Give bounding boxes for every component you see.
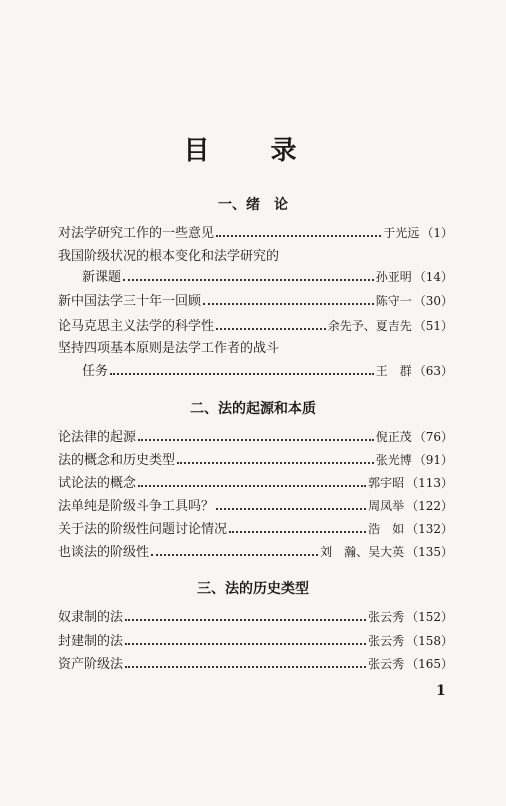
entry-title: 新中国法学三十年一回顾	[58, 294, 202, 309]
entry-author: 倪正茂	[375, 430, 412, 444]
toc-entry	[58, 292, 453, 311]
entry-title-line: 我国阶级状况的根本变化和法学研究的	[58, 249, 280, 264]
entry-title: 对法学研究工作的一些意见	[58, 226, 215, 241]
section-heading-1: 一、绪 论	[218, 197, 288, 213]
entry-page: （63）	[413, 364, 453, 378]
toc-entry	[58, 224, 453, 243]
entry-page: （158）	[406, 634, 453, 648]
entry-author: 孙亚明	[375, 270, 412, 284]
leader-dots	[110, 363, 374, 375]
entry-author: 刘 瀚、吴大英	[320, 545, 405, 559]
toc-entry	[58, 608, 453, 627]
entry-page: （14）	[413, 270, 453, 284]
toc-entry	[58, 543, 453, 562]
leader-dots	[138, 475, 366, 487]
entry-author: 郭宇昭	[368, 476, 405, 490]
leader-dots	[229, 521, 366, 533]
entry-author: 张光博	[375, 453, 412, 467]
entry-title: 论法律的起源	[58, 430, 137, 445]
page-number: 1	[436, 683, 446, 699]
toc-entry	[58, 451, 453, 470]
entry-title: 也谈法的阶级性	[58, 545, 150, 560]
toc-entry	[58, 632, 453, 651]
toc-entry	[58, 655, 453, 674]
section-heading-2: 二、法的起源和本质	[190, 401, 316, 417]
entry-author: 张云秀	[368, 657, 405, 671]
leader-dots	[216, 225, 381, 237]
leader-dots	[125, 609, 366, 621]
entry-page: （51）	[413, 319, 453, 333]
entry-title: 新课题	[82, 270, 122, 285]
leader-dots	[125, 656, 366, 668]
entry-page: （76）	[413, 430, 453, 444]
section-heading-3: 三、法的历史类型	[197, 581, 309, 597]
leader-dots	[125, 633, 366, 645]
leader-dots	[216, 498, 366, 510]
toc-entry	[82, 362, 453, 381]
toc-entry	[58, 497, 453, 516]
entry-title: 奴隶制的法	[58, 610, 124, 625]
entry-title: 任务	[82, 364, 109, 379]
toc-entry	[58, 317, 453, 336]
entry-author: 余先予、夏吉先	[327, 319, 412, 333]
entry-title: 关于法的阶级性问题讨论情况	[58, 522, 228, 537]
entry-page: （122）	[406, 499, 453, 513]
leader-dots	[216, 318, 326, 330]
entry-title: 资产阶级法	[58, 657, 124, 672]
toc-entry	[58, 474, 453, 493]
entry-title-line: 坚持四项基本原则是法学工作者的战斗	[58, 341, 280, 356]
entry-author: 张云秀	[368, 634, 405, 648]
toc-entry	[58, 428, 453, 447]
entry-page: （113）	[406, 476, 453, 490]
entry-page: （152）	[406, 610, 453, 624]
entry-author: 周凤举	[368, 499, 405, 513]
entry-page: （132）	[406, 522, 453, 536]
entry-page: （1）	[421, 226, 453, 240]
entry-title: 试论法的概念	[58, 476, 137, 491]
entry-page: （135）	[406, 545, 453, 559]
entry-title: 论马克思主义法学的科学性	[58, 319, 215, 334]
entry-page: （91）	[413, 453, 453, 467]
entry-author: 陈守一	[375, 294, 412, 308]
entry-page: （165）	[406, 657, 453, 671]
entry-author: 张云秀	[368, 610, 405, 624]
entry-author: 于光远	[383, 226, 420, 240]
entry-page: （30）	[413, 294, 453, 308]
toc-entry	[58, 520, 453, 539]
entry-author: 王 群	[375, 364, 412, 378]
leader-dots	[151, 544, 318, 556]
leader-dots	[177, 452, 374, 464]
toc-entry	[82, 268, 453, 287]
entry-title: 封建制的法	[58, 634, 124, 649]
leader-dots	[138, 429, 374, 441]
entry-title: 法的概念和历史类型	[58, 453, 176, 468]
leader-dots	[123, 269, 374, 281]
page-title: 目 录	[183, 136, 323, 166]
leader-dots	[203, 293, 374, 305]
entry-title: 法单纯是阶级斗争工具吗？	[58, 499, 215, 514]
entry-author: 浩 如	[368, 522, 405, 536]
